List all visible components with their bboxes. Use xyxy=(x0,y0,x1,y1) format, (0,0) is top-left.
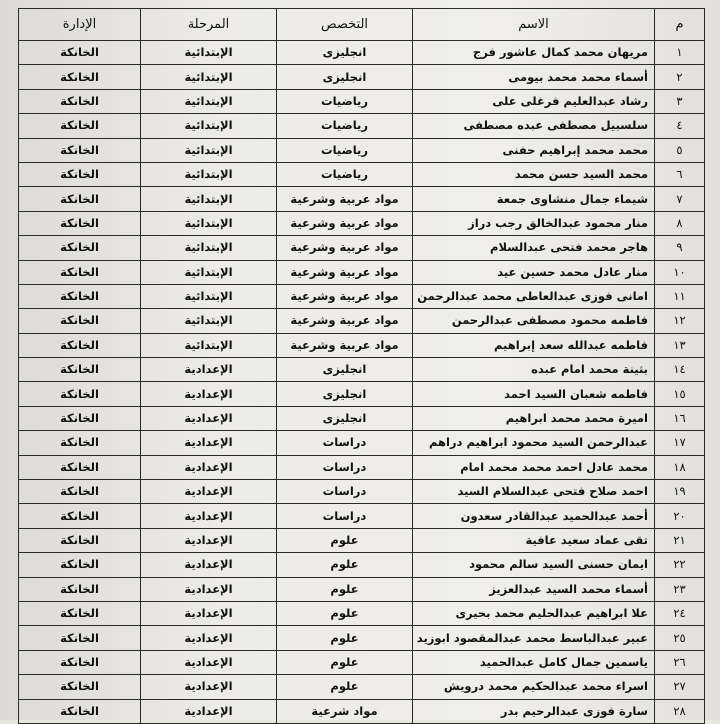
administration-cell: الخانكة xyxy=(19,382,141,406)
name-cell: محمد عادل احمد محمد محمد امام xyxy=(413,455,655,479)
administration-cell: الخانكة xyxy=(19,333,141,357)
stage-cell: الإعدادية xyxy=(141,577,277,601)
name-cell: فاطمه شعبان السيد احمد xyxy=(413,382,655,406)
administration-cell: الخانكة xyxy=(19,114,141,138)
specialization-cell: مواد عربية وشرعية xyxy=(277,284,413,308)
row-number-cell: ٦ xyxy=(655,162,705,186)
administration-cell: الخانكة xyxy=(19,699,141,723)
row-number-cell: ٥ xyxy=(655,138,705,162)
name-cell: امانى فوزى عبدالعاطى محمد عبدالرحمن xyxy=(413,284,655,308)
specialization-cell: علوم xyxy=(277,601,413,625)
name-cell: فاطمه عبدالله سعد إبراهيم xyxy=(413,333,655,357)
row-number-cell: ١٩ xyxy=(655,480,705,504)
table-row xyxy=(19,41,705,65)
stage-cell: الإبتدائية xyxy=(141,114,277,138)
table-header-row xyxy=(19,9,705,41)
name-cell: احمد صلاح فتحى عبدالسلام السيد xyxy=(413,480,655,504)
stage-cell: الإعدادية xyxy=(141,480,277,504)
table-row xyxy=(19,553,705,577)
specialization-cell: علوم xyxy=(277,675,413,699)
administration-cell: الخانكة xyxy=(19,284,141,308)
administration-cell: الخانكة xyxy=(19,553,141,577)
name-cell: ياسمين جمال كامل عبدالحميد xyxy=(413,650,655,674)
table-row xyxy=(19,431,705,455)
stage-cell: الإعدادية xyxy=(141,504,277,528)
stage-cell: الإعدادية xyxy=(141,431,277,455)
header-stage: المرحلة xyxy=(141,9,277,41)
row-number-cell: ١٥ xyxy=(655,382,705,406)
administration-cell: الخانكة xyxy=(19,504,141,528)
name-cell: أحمد عبدالحميد عبدالقادر سعدون xyxy=(413,504,655,528)
name-cell: علا ابراهيم عبدالحليم محمد بحيرى xyxy=(413,601,655,625)
stage-cell: الإبتدائية xyxy=(141,333,277,357)
stage-cell: الإبتدائية xyxy=(141,260,277,284)
stage-cell: الإبتدائية xyxy=(141,41,277,65)
stage-cell: الإبتدائية xyxy=(141,284,277,308)
stage-cell: الإعدادية xyxy=(141,675,277,699)
row-number-cell: ١٤ xyxy=(655,358,705,382)
administration-cell: الخانكة xyxy=(19,626,141,650)
administration-cell: الخانكة xyxy=(19,89,141,113)
stage-cell: الإعدادية xyxy=(141,382,277,406)
table-row xyxy=(19,65,705,89)
row-number-cell: ٢٥ xyxy=(655,626,705,650)
table-row xyxy=(19,601,705,625)
stage-cell: الإعدادية xyxy=(141,358,277,382)
specialization-cell: انجليزى xyxy=(277,382,413,406)
row-number-cell: ٢٤ xyxy=(655,601,705,625)
row-number-cell: ٢ xyxy=(655,65,705,89)
header-name: الاسم xyxy=(413,9,655,41)
row-number-cell: ١٧ xyxy=(655,431,705,455)
specialization-cell: انجليزى xyxy=(277,406,413,430)
specialization-cell: علوم xyxy=(277,626,413,650)
row-number-cell: ١٣ xyxy=(655,333,705,357)
name-cell: أسماء محمد محمد بيومى xyxy=(413,65,655,89)
row-number-cell: ٢٣ xyxy=(655,577,705,601)
name-cell: محمد السيد حسن محمد xyxy=(413,162,655,186)
administration-cell: الخانكة xyxy=(19,577,141,601)
specialization-cell: مواد عربية وشرعية xyxy=(277,309,413,333)
table-row xyxy=(19,577,705,601)
row-number-cell: ٤ xyxy=(655,114,705,138)
specialization-cell: علوم xyxy=(277,650,413,674)
stage-cell: الإبتدائية xyxy=(141,89,277,113)
specialization-cell: دراسات xyxy=(277,480,413,504)
table-row xyxy=(19,333,705,357)
header-specialization: التخصص xyxy=(277,9,413,41)
table-row xyxy=(19,89,705,113)
name-cell: هاجر محمد فتحى عبدالسلام xyxy=(413,236,655,260)
stage-cell: الإبتدائية xyxy=(141,309,277,333)
administration-cell: الخانكة xyxy=(19,41,141,65)
row-number-cell: ١ xyxy=(655,41,705,65)
table-row xyxy=(19,480,705,504)
administration-cell: الخانكة xyxy=(19,138,141,162)
specialization-cell: علوم xyxy=(277,553,413,577)
stage-cell: الإبتدائية xyxy=(141,187,277,211)
specialization-cell: دراسات xyxy=(277,431,413,455)
administration-cell: الخانكة xyxy=(19,431,141,455)
table-row xyxy=(19,236,705,260)
administration-cell: الخانكة xyxy=(19,309,141,333)
table-row xyxy=(19,284,705,308)
administration-cell: الخانكة xyxy=(19,236,141,260)
row-number-cell: ١٦ xyxy=(655,406,705,430)
table-row xyxy=(19,455,705,479)
name-cell: تقى عماد سعيد عافية xyxy=(413,528,655,552)
specialization-cell: علوم xyxy=(277,577,413,601)
row-number-cell: ٢٦ xyxy=(655,650,705,674)
name-cell: سارة فوزى عبدالرحيم بدر xyxy=(413,699,655,723)
stage-cell: الإعدادية xyxy=(141,528,277,552)
stage-cell: الإعدادية xyxy=(141,601,277,625)
administration-cell: الخانكة xyxy=(19,65,141,89)
stage-cell: الإبتدائية xyxy=(141,236,277,260)
name-cell: منار محمود عبدالخالق رجب دراز xyxy=(413,211,655,235)
name-cell: عبدالرحمن السيد محمود ابراهيم دراهم xyxy=(413,431,655,455)
row-number-cell: ٢٧ xyxy=(655,675,705,699)
row-number-cell: ١٢ xyxy=(655,309,705,333)
table-row xyxy=(19,211,705,235)
administration-cell: الخانكة xyxy=(19,162,141,186)
stage-cell: الإبتدائية xyxy=(141,162,277,186)
specialization-cell: مواد عربية وشرعية xyxy=(277,236,413,260)
name-cell: مريهان محمد كمال عاشور فرج xyxy=(413,41,655,65)
name-cell: محمد محمد إبراهيم حفنى xyxy=(413,138,655,162)
administration-cell: الخانكة xyxy=(19,601,141,625)
name-cell: فاطمه محمود مصطفى عبدالرحمن xyxy=(413,309,655,333)
row-number-cell: ١١ xyxy=(655,284,705,308)
specialization-cell: دراسات xyxy=(277,504,413,528)
administration-cell: الخانكة xyxy=(19,187,141,211)
specialization-cell: انجليزى xyxy=(277,65,413,89)
row-number-cell: ٣ xyxy=(655,89,705,113)
administration-cell: الخانكة xyxy=(19,406,141,430)
table-row xyxy=(19,358,705,382)
table-row xyxy=(19,187,705,211)
specialization-cell: رياضيات xyxy=(277,162,413,186)
row-number-cell: ٢١ xyxy=(655,528,705,552)
name-cell: سلسبيل مصطفى عبده مصطفى xyxy=(413,114,655,138)
administration-cell: الخانكة xyxy=(19,358,141,382)
stage-cell: الإبتدائية xyxy=(141,138,277,162)
specialization-cell: مواد شرعية xyxy=(277,699,413,723)
administration-cell: الخانكة xyxy=(19,528,141,552)
table-row xyxy=(19,138,705,162)
header-administration: الإدارة xyxy=(19,9,141,41)
specialization-cell: مواد عربية وشرعية xyxy=(277,211,413,235)
stage-cell: الإعدادية xyxy=(141,406,277,430)
row-number-cell: ٩ xyxy=(655,236,705,260)
table-row xyxy=(19,528,705,552)
stage-cell: الإعدادية xyxy=(141,553,277,577)
table-row xyxy=(19,309,705,333)
table-row xyxy=(19,114,705,138)
table-row xyxy=(19,406,705,430)
specialization-cell: انجليزى xyxy=(277,358,413,382)
row-number-cell: ٢٠ xyxy=(655,504,705,528)
specialization-cell: مواد عربية وشرعية xyxy=(277,187,413,211)
name-cell: بثينة محمد امام عبده xyxy=(413,358,655,382)
specialization-cell: دراسات xyxy=(277,455,413,479)
name-cell: اميرة محمد محمد ابراهيم xyxy=(413,406,655,430)
row-number-cell: ٧ xyxy=(655,187,705,211)
table-row xyxy=(19,382,705,406)
name-cell: اسراء محمد عبدالحكيم محمد درويش xyxy=(413,675,655,699)
stage-cell: الإبتدائية xyxy=(141,65,277,89)
table-row xyxy=(19,260,705,284)
administration-cell: الخانكة xyxy=(19,480,141,504)
name-cell: أسماء محمد السيد عبدالعزيز xyxy=(413,577,655,601)
name-cell: ايمان حسنى السيد سالم محمود xyxy=(413,553,655,577)
administration-cell: الخانكة xyxy=(19,650,141,674)
table-row xyxy=(19,675,705,699)
specialization-cell: رياضيات xyxy=(277,114,413,138)
stage-cell: الإعدادية xyxy=(141,626,277,650)
row-number-cell: ٨ xyxy=(655,211,705,235)
name-cell: عبير عبدالباسط محمد عبدالمقصود ابوزيد xyxy=(413,626,655,650)
stage-cell: الإعدادية xyxy=(141,650,277,674)
name-cell: منار عادل محمد حسين عيد xyxy=(413,260,655,284)
table-row xyxy=(19,162,705,186)
specialization-cell: انجليزى xyxy=(277,41,413,65)
specialization-cell: رياضيات xyxy=(277,89,413,113)
specialization-cell: مواد عربية وشرعية xyxy=(277,333,413,357)
header-number: م xyxy=(655,9,705,41)
table-row xyxy=(19,626,705,650)
specialization-cell: رياضيات xyxy=(277,138,413,162)
administration-cell: الخانكة xyxy=(19,455,141,479)
table-body xyxy=(19,41,705,724)
administration-cell: الخانكة xyxy=(19,675,141,699)
name-cell: رشاد عبدالعليم فرغلى على xyxy=(413,89,655,113)
row-number-cell: ١٠ xyxy=(655,260,705,284)
row-number-cell: ١٨ xyxy=(655,455,705,479)
row-number-cell: ٢٨ xyxy=(655,699,705,723)
specialization-cell: علوم xyxy=(277,528,413,552)
stage-cell: الإعدادية xyxy=(141,455,277,479)
administration-cell: الخانكة xyxy=(19,260,141,284)
table-row xyxy=(19,650,705,674)
stage-cell: الإبتدائية xyxy=(141,211,277,235)
row-number-cell: ٢٢ xyxy=(655,553,705,577)
stage-cell: الإعدادية xyxy=(141,699,277,723)
name-cell: شيماء جمال منشاوى جمعة xyxy=(413,187,655,211)
specialization-cell: مواد عربية وشرعية xyxy=(277,260,413,284)
staff-table xyxy=(18,8,705,724)
administration-cell: الخانكة xyxy=(19,211,141,235)
table-row xyxy=(19,504,705,528)
